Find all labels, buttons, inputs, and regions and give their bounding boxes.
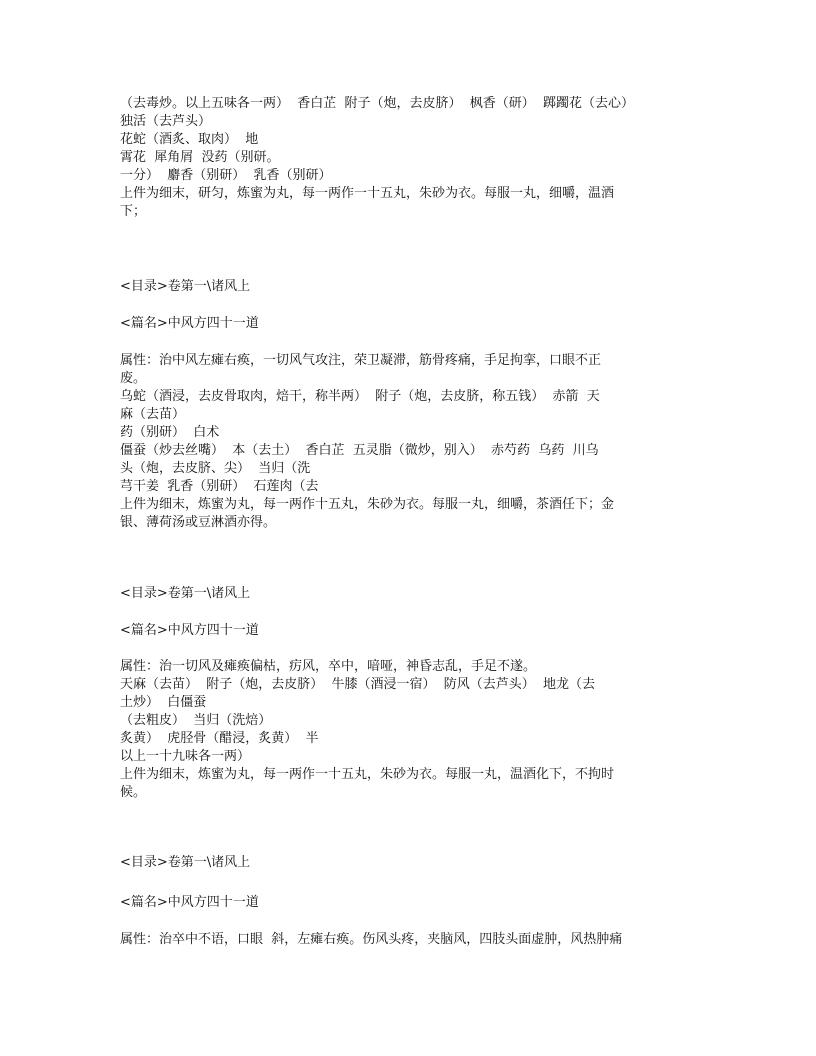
text-line: 药（别研） 白术 — [120, 425, 220, 440]
text-line: 属性：治中风左瘫右痪，一切风气攻注，荣卫凝滞，筋骨疼痛，手足拘挛，口眼不正 — [120, 353, 602, 368]
text-line: 霄花 犀角屑 没药（别研。 — [120, 150, 280, 165]
text-line: （去毒炒。以上五味各一两） 香白芷 附子（炮，去皮脐） 枫香（研） 踯躅花（去心） — [120, 96, 635, 111]
section-2-title: <篇名>中风方四十一道 — [120, 316, 259, 331]
section-4-catalog: <目录>卷第一\诸风上 — [120, 855, 251, 870]
text-line: 乌蛇（酒浸，去皮骨取肉，焙干，称半两） 附子（炮，去皮脐，称五钱） 赤箭 天 — [120, 389, 600, 404]
text-line: 花蛇（酒炙、取肉） 地 — [120, 132, 259, 147]
text-line: 候。 — [120, 785, 147, 800]
text-line: 土炒） 白僵蚕 — [120, 695, 207, 710]
section-1-body — [120, 95, 680, 221]
text-line: 废。 — [120, 371, 147, 386]
text-line: 麻（去苗） — [120, 407, 186, 422]
section-2-body — [120, 352, 680, 532]
text-line: （去粗皮） 当归（洗焙） — [120, 713, 272, 728]
text-line: 上件为细末，研匀，炼蜜为丸，每一两作一十五丸，朱砂为衣。每服一丸，细嚼，温酒 — [120, 186, 615, 201]
text-line: 僵蚕（炒去丝嘴） 本（去土） 香白芷 五灵脂（微炒，别入） 赤芍药 乌药 川乌 — [120, 443, 599, 458]
text-line: 属性：治卒中不语，口眼 斜，左瘫右痪。伤风头疼，夹脑风，四肢头面虚肿，风热肿痛 — [120, 932, 623, 947]
section-2-catalog: <目录>卷第一\诸风上 — [120, 279, 251, 294]
text-line: 头（炮，去皮脐、尖） 当归（洗 — [120, 461, 311, 476]
text-line: 上件为细末，炼蜜为丸，每一两作十五丸，朱砂为衣。每服一丸，细嚼，茶酒任下；金 — [120, 497, 615, 512]
text-line: 天麻（去苗） 附子（炮，去皮脐） 牛膝（酒浸一宿） 防风（去芦头） 地龙（去 — [120, 677, 596, 692]
text-line: 属性：治一切风及瘫痪偏枯，疠风，卒中，喑哑，神昏志乱，手足不遂。 — [120, 659, 537, 674]
text-line: 芎干姜 乳香（别研） 石莲肉（去 — [120, 479, 319, 494]
text-line: 下； — [120, 204, 147, 219]
text-line: 以上一十九味各一两） — [120, 749, 251, 764]
text-line: 银、薄荷汤或豆淋酒亦得。 — [120, 515, 277, 530]
text-line: 一分） 麝香（别研） 乳香（别研） — [120, 168, 332, 183]
section-4-title: <篇名>中风方四十一道 — [120, 895, 259, 910]
text-line: 上件为细末，炼蜜为丸，每一两作一十五丸，朱砂为衣。每服一丸，温酒化下，不拘时 — [120, 767, 615, 782]
text-line: 炙黄） 虎胫骨（醋浸，炙黄） 半 — [120, 731, 319, 746]
section-4-body — [120, 931, 680, 949]
section-3-title: <篇名>中风方四十一道 — [120, 623, 259, 638]
section-3-catalog: <目录>卷第一\诸风上 — [120, 586, 251, 601]
section-3-body — [120, 658, 680, 802]
text-line: 独活（去芦头） — [120, 114, 212, 129]
